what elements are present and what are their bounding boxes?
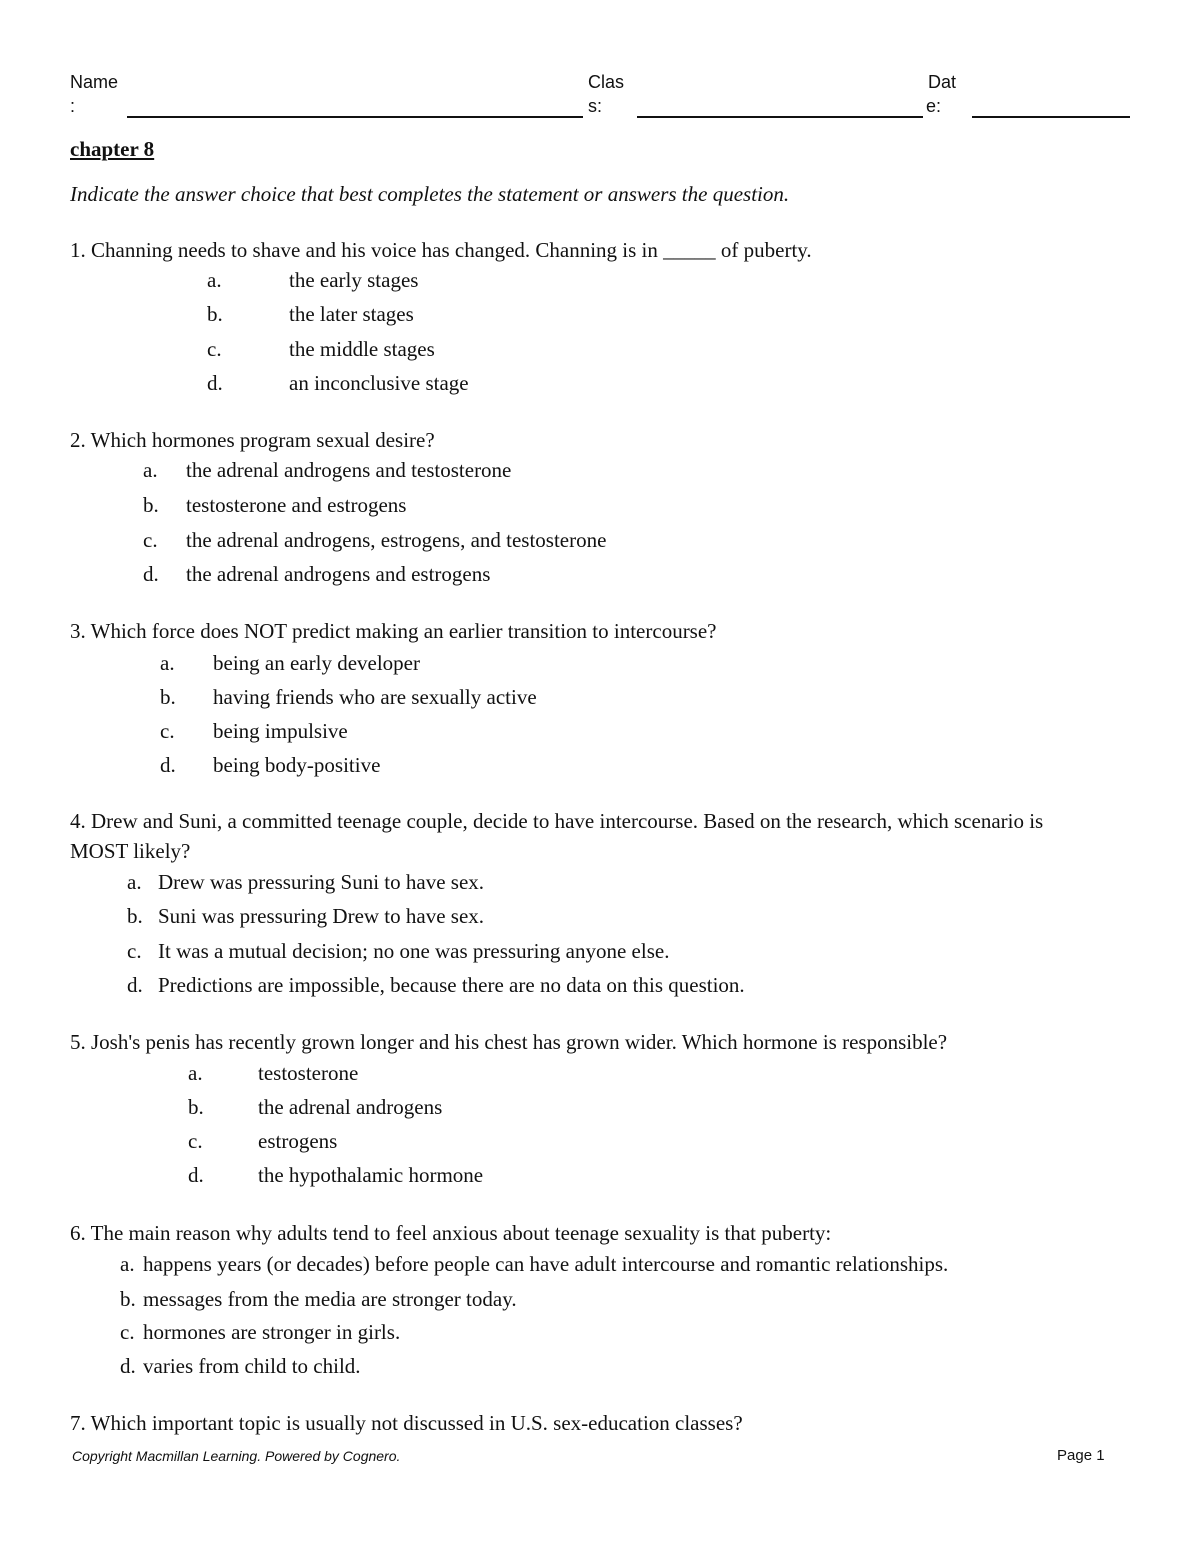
- choice-text: Predictions are impossible, because there are no data on this question.: [158, 973, 745, 997]
- choice-text: testosterone: [258, 1061, 359, 1085]
- choice-letter: b.: [127, 904, 143, 928]
- choice-text: the hypothalamic hormone: [258, 1163, 484, 1187]
- choice-text: the later stages: [289, 302, 414, 326]
- choice-letter: c.: [143, 528, 158, 552]
- choice-letter: d.: [160, 753, 176, 777]
- footer-copyright: Copyright Macmillan Learning. Powered by Cognero.: [72, 1448, 401, 1464]
- class-label-colon: s:: [588, 96, 603, 116]
- choice-text: happens years (or decades) before people can have adult intercourse and romantic relationships.: [143, 1252, 949, 1276]
- name-label-colon: :: [70, 96, 76, 116]
- date-label-colon: e:: [926, 96, 942, 116]
- instructions: Indicate the answer choice that best completes the statement or answers the question.: [70, 182, 790, 206]
- class-label: Clas: [588, 72, 625, 92]
- choice-letter: c.: [188, 1129, 203, 1153]
- choice-text: the adrenal androgens and estrogens: [186, 562, 491, 586]
- choice-letter: d.: [188, 1163, 204, 1187]
- choice-text: Drew was pressuring Suni to have sex.: [158, 870, 485, 894]
- choice-letter: b.: [143, 493, 159, 517]
- class-field[interactable]: [637, 116, 923, 118]
- question-2: 2. Which hormones program sexual desire?: [70, 428, 435, 452]
- choice-letter: a.: [207, 268, 222, 292]
- choice-letter: a.: [120, 1252, 135, 1276]
- choice-letter: b.: [188, 1095, 204, 1119]
- choice-letter: a.: [160, 651, 175, 675]
- chapter-title: chapter 8: [70, 137, 155, 161]
- choice-text: estrogens: [258, 1129, 338, 1153]
- name-field[interactable]: [127, 116, 583, 118]
- choice-text: the adrenal androgens, estrogens, and testosterone: [186, 528, 607, 552]
- question-4: 4. Drew and Suni, a committed teenage couple, decide to have intercourse. Based on the research, which scenario is MOST likely?: [70, 809, 1044, 863]
- choice-letter: c.: [207, 337, 222, 361]
- choice-text: testosterone and estrogens: [186, 493, 407, 517]
- question-1: 1. Channing needs to shave and his voice has changed. Channing is in _____ of puberty.: [70, 238, 812, 262]
- choice-letter: d.: [143, 562, 159, 586]
- choice-text: It was a mutual decision; no one was pressuring anyone else.: [158, 939, 670, 963]
- choice-text: being impulsive: [213, 719, 348, 743]
- choice-text: being body-positive: [213, 753, 381, 777]
- choice-text: the early stages: [289, 268, 419, 292]
- choice-text: being an early developer: [213, 651, 420, 675]
- date-field[interactable]: [972, 116, 1130, 118]
- choice-text: having friends who are sexually active: [213, 685, 537, 709]
- choice-letter: b.: [120, 1287, 136, 1311]
- choice-letter: c.: [120, 1320, 135, 1344]
- question-7: 7. Which important topic is usually not discussed in U.S. sex-education classes?: [70, 1411, 743, 1435]
- choice-text: the adrenal androgens: [258, 1095, 443, 1119]
- choice-text: varies from child to child.: [143, 1354, 361, 1378]
- choice-text: hormones are stronger in girls.: [143, 1320, 401, 1344]
- choice-text: the adrenal androgens and testosterone: [186, 458, 512, 482]
- choice-text: the middle stages: [289, 337, 435, 361]
- choice-letter: c.: [127, 939, 142, 963]
- page-number: Page 1: [1057, 1447, 1105, 1464]
- choice-letter: d.: [120, 1354, 136, 1378]
- question-3: 3. Which force does NOT predict making an earlier transition to intercourse?: [70, 619, 717, 643]
- choice-letter: a.: [127, 870, 142, 894]
- choice-letter: b.: [160, 685, 176, 709]
- question-5: 5. Josh's penis has recently grown longer and his chest has grown wider. Which hormone is responsible?: [70, 1030, 948, 1054]
- date-label: Dat: [928, 72, 957, 92]
- choice-letter: b.: [207, 302, 223, 326]
- name-label: Name: [70, 72, 119, 92]
- choice-letter: c.: [160, 719, 175, 743]
- choice-text: an inconclusive stage: [289, 371, 469, 395]
- choice-letter: d.: [127, 973, 143, 997]
- choice-text: Suni was pressuring Drew to have sex.: [158, 904, 485, 928]
- choice-letter: d.: [207, 371, 223, 395]
- choice-letter: a.: [143, 458, 158, 482]
- choice-letter: a.: [188, 1061, 203, 1085]
- question-6: 6. The main reason why adults tend to feel anxious about teenage sexuality is that puberty:: [70, 1221, 832, 1245]
- choice-text: messages from the media are stronger today.: [143, 1287, 517, 1311]
